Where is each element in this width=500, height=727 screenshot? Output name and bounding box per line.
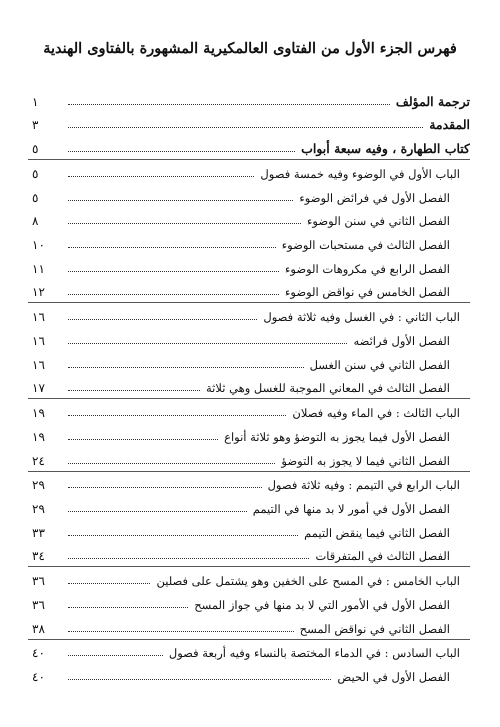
toc-entry-page-number: ١٩: [32, 406, 45, 421]
toc-entry-page-number: ١٩: [32, 429, 45, 444]
toc-entry-page-number: ٢٩: [32, 501, 45, 516]
toc-entry: [28, 231, 470, 255]
dot-leader: [68, 679, 331, 680]
dot-leader: [68, 247, 276, 248]
dot-leader: [68, 558, 309, 559]
toc-entry: [28, 327, 470, 351]
toc-entry-page-number: ١٦: [32, 310, 45, 325]
toc-entry: [28, 112, 470, 136]
toc-entry: [28, 519, 470, 543]
toc-entry-page-number: ٨: [32, 214, 39, 229]
dot-leader: [68, 487, 262, 488]
dot-leader: [68, 415, 286, 416]
toc-entry-title: الفصل الأول في الأمور التي لا بد منها في جواز المسح: [194, 597, 450, 612]
dot-leader: [68, 535, 298, 536]
dot-leader: [68, 151, 295, 152]
toc-entry-title: ترجمة المؤلف: [395, 93, 470, 109]
dot-leader: [68, 127, 423, 128]
toc-entry-page-number: ٣٨: [32, 621, 45, 636]
toc-entry-title: الفصل الثاني فيما ينقض التيمم: [304, 525, 450, 540]
toc-entry: [28, 566, 470, 591]
page-title: فهرس الجزء الأول من الفتاوى العالمكيرية المشهورة بالفتاوى الهندية: [43, 40, 457, 57]
toc-entry-title: الباب السادس : في الدماء المختصة بالنساء وفيه أربعة فصول: [168, 646, 460, 661]
toc-entry-title: الفصل الرابع في مكروهات الوضوء: [284, 261, 450, 276]
dot-leader: [68, 104, 390, 105]
toc-entry-page-number: ٣٤: [32, 549, 45, 564]
dot-leader: [68, 223, 301, 224]
toc-entry: [28, 88, 470, 112]
dot-leader: [68, 319, 257, 320]
toc-entry-page-number: ٣: [32, 118, 39, 133]
dot-leader: [68, 511, 247, 512]
dot-leader: [68, 583, 150, 584]
dot-leader: [68, 367, 304, 368]
toc-entry: [28, 255, 470, 279]
toc-entry-page-number: ١٦: [32, 333, 45, 348]
toc-entry-page-number: ١٧: [32, 381, 45, 396]
toc-entry-page-number: ٢٩: [32, 478, 45, 493]
dot-leader: [68, 390, 200, 391]
toc-entry: [28, 615, 470, 639]
toc-entry-title: الباب الخامس : في المسح على الخفين وهو يشتمل على فصلين: [156, 574, 460, 589]
toc-entry-title: الفصل الأول فيما يجوز به التوضؤ وهو ثلاثة أنواع: [224, 429, 450, 444]
toc-entry-title: الفصل الثالث في المعاني الموجبة للغسل وهي ثلاثة: [205, 381, 450, 396]
toc-entry-page-number: ١٦: [32, 357, 45, 372]
toc-entry-page-number: ٥: [32, 166, 39, 181]
toc-entry: [28, 423, 470, 447]
dot-leader: [68, 655, 163, 656]
toc-entry-title: الفصل الأول في أمور لا بد منها في التيمم: [252, 501, 450, 516]
toc-entry: [28, 351, 470, 375]
toc-entry-page-number: ١٢: [32, 285, 45, 300]
toc-entry-page-number: ٣٦: [32, 574, 45, 589]
toc-entry: [28, 398, 470, 423]
toc-entry: [28, 591, 470, 615]
toc-entry-title: الفصل الثاني فيما لا يجوز به التوضؤ: [281, 453, 450, 468]
toc-entry-title: الباب الرابع في التيمم : وفيه ثلاثة فصول: [267, 478, 460, 493]
dot-leader: [68, 439, 218, 440]
toc-entry-page-number: ٥: [32, 142, 39, 157]
toc-entry-title: الفصل الثاني في سنن الغسل: [309, 357, 450, 372]
dot-leader: [68, 631, 294, 632]
dot-leader: [68, 343, 347, 344]
table-of-contents: [28, 88, 470, 687]
toc-entry: [28, 302, 470, 327]
toc-entry-page-number: ١: [32, 94, 39, 109]
toc-entry-title: الباب الثاني : في الغسل وفيه ثلاثة فصول: [263, 310, 460, 325]
toc-entry: [28, 495, 470, 519]
toc-entry-page-number: ٥: [32, 190, 39, 205]
dot-leader: [68, 200, 293, 201]
toc-entry-page-number: ١١: [32, 261, 45, 276]
dot-leader: [68, 607, 188, 608]
toc-entry: [28, 663, 470, 687]
toc-entry-page-number: ٣٦: [32, 597, 45, 612]
toc-entry-title: الفصل الأول فرائضه: [353, 333, 450, 348]
toc-entry-page-number: ٤٠: [32, 646, 45, 661]
toc-entry-page-number: ١٠: [32, 238, 45, 253]
toc-entry: [28, 375, 470, 399]
toc-entry-title: المقدمة: [429, 117, 470, 133]
toc-entry: [28, 159, 470, 184]
dot-leader: [68, 271, 279, 272]
toc-entry-title: الفصل الثالث في مستحبات الوضوء: [281, 238, 450, 253]
toc-entry: [28, 447, 470, 471]
toc-entry-title: كتاب الطهارة ، وفيه سبعة أبواب: [301, 141, 470, 157]
dot-leader: [68, 176, 254, 177]
dot-leader: [68, 463, 275, 464]
toc-entry-title: الفصل الأول في الحيض: [337, 669, 450, 684]
toc-entry-title: الفصل الخامس في نواقض الوضوء: [284, 285, 450, 300]
toc-entry-page-number: ٢٤: [32, 453, 45, 468]
toc-entry-title: الفصل الثالث في المتفرقات: [315, 549, 450, 564]
toc-entry: [28, 471, 470, 496]
toc-entry-page-number: ٤٠: [32, 669, 45, 684]
toc-entry: [28, 543, 470, 567]
toc-entry-title: الفصل الثاني في سنن الوضوء: [307, 214, 450, 229]
dot-leader: [68, 294, 279, 295]
toc-entry: [28, 639, 470, 664]
toc-entry-title: الباب الأول في الوضوء وفيه خمسة فصول: [260, 166, 460, 181]
toc-entry: [28, 208, 470, 232]
toc-entry: [28, 184, 470, 208]
toc-entry-title: الفصل الأول في فرائض الوضوء: [299, 190, 450, 205]
toc-entry-title: الباب الثالث : في الماء وفيه فصلان: [292, 406, 460, 421]
toc-entry-page-number: ٣٣: [32, 525, 45, 540]
toc-entry-title: الفصل الثاني في نواقض المسح: [299, 621, 450, 636]
toc-entry: [28, 279, 470, 303]
toc-entry: [28, 135, 470, 159]
